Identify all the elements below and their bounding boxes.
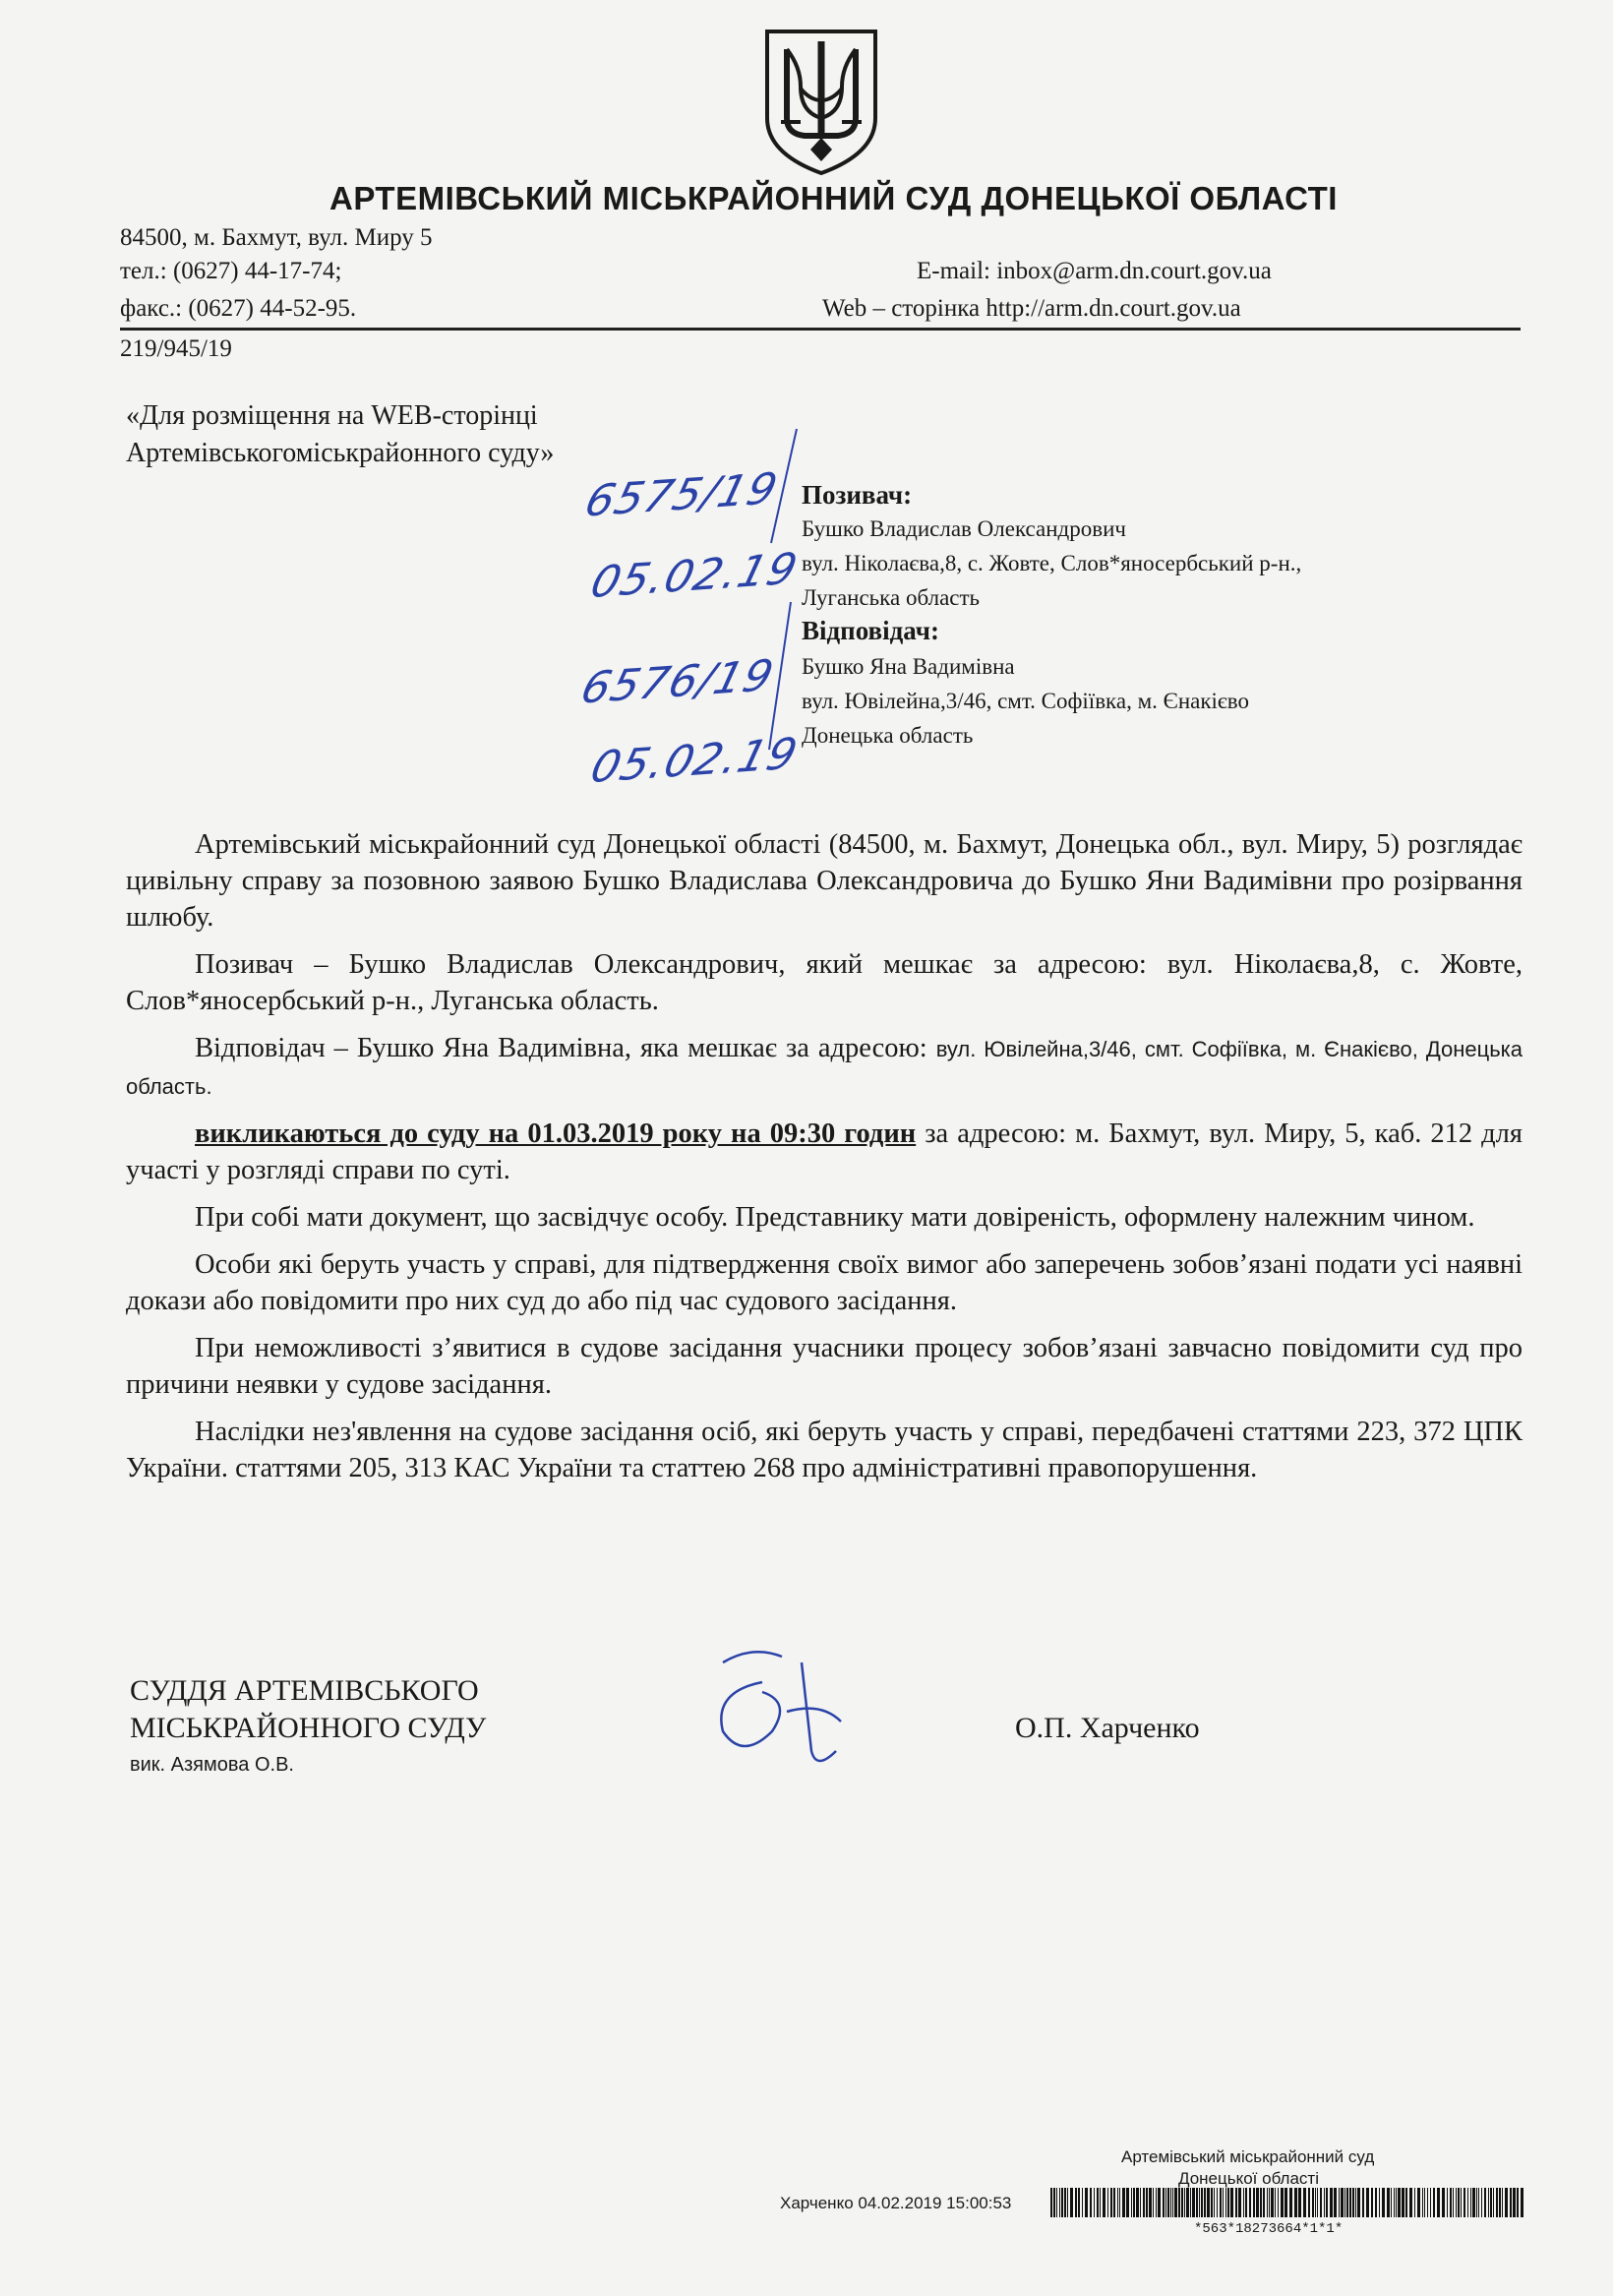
- notice-body: [126, 826, 1523, 1497]
- barcode-text: *563*18273664*1*1*: [1194, 2221, 1344, 2237]
- court-title: АРТЕМІВСЬКИЙ МІСЬКРАЙОННИЙ СУД ДОНЕЦЬКОЇ ОБЛАСТІ: [329, 180, 1338, 216]
- plaintiff-address-line2: Луганська область: [802, 585, 981, 610]
- handwritten-stroke-icon: [757, 425, 806, 759]
- stamp-court-line1: Артемівський міськрайонний суд: [1121, 2147, 1375, 2166]
- court-fax: факс.: (0627) 44-52-95.: [120, 295, 357, 322]
- court-address: 84500, м. Бахмут, вул. Миру 5: [120, 224, 433, 251]
- plaintiff-address-line1: вул. Ніколаєва,8, с. Жовте, Слов*яносербський р-н.,: [802, 551, 1302, 575]
- stamp-court-line2: Донецької області: [1178, 2169, 1319, 2188]
- paragraph-case-description: Артемівський міськрайонний суд Донецької області (84500, м. Бахмут, Донецька обл., вул. Миру, 5) розглядає цивільну справу за позовною заявою Бушко Владислава Олександровича до Бушко Яни Вадимівни про розірвання шлюбу.: [126, 829, 1523, 933]
- paragraph-defendant: [126, 1030, 1523, 1105]
- court-email: E-mail: inbox@arm.dn.court.gov.ua: [917, 258, 1272, 284]
- executor-name: вик. Азямова О.В.: [130, 1754, 294, 1776]
- header-divider: [120, 328, 1521, 331]
- handwritten-incoming-number-2: 6576/19: [575, 650, 780, 714]
- summons-location: за адресою: м. Бахмут, вул. Миру, 5, каб. 212 для участі у розгляді справи по суті.: [126, 1118, 1523, 1185]
- defendant-address: вул. Ювілейна,3/46, смт. Софіївка, м. Єнакієво, Донецька область.: [126, 1037, 1523, 1099]
- paragraph-consequences: Наслідки нез'явлення на судове засідання осіб, які беруть участь у справі, передбачені статтями 223, 372 ЦПК України. статтями 205, 313 КАС України та статтею 268 про адміністративні правопорушення.: [126, 1417, 1523, 1483]
- summons-date-time: викликаються до суду на 01.03.2019 року на 09:30 годин: [195, 1118, 917, 1149]
- paragraph-absence: При неможливості з’явитися в судове засідання учасники процесу зобов’язані завчасно повідомити суд про причини неявки у судове засідання.: [126, 1333, 1523, 1400]
- defendant-name: Бушко Яна Вадимівна: [802, 654, 1015, 679]
- placement-note-line2: Артемівськогоміськрайонного суду»: [126, 438, 555, 468]
- plaintiff-name: Бушко Владислав Олександрович: [802, 516, 1126, 541]
- placement-note-line1: «Для розміщення на WEB-сторінці: [126, 400, 538, 431]
- handwritten-date-2: 05.02.19: [585, 728, 804, 794]
- coat-of-arms-icon: [761, 28, 881, 177]
- paragraph-summons: [126, 1116, 1523, 1188]
- defendant-lead: Відповідач – Бушко Яна Вадимівна, яка мешкає за адресою:: [195, 1033, 927, 1063]
- judge-signature-icon: [693, 1643, 870, 1781]
- barcode-icon: [1050, 2188, 1526, 2217]
- handwritten-incoming-number-1: 6575/19: [579, 463, 784, 527]
- defendant-heading: Відповідач:: [802, 616, 939, 645]
- judge-title: [130, 1672, 486, 1747]
- defendant-address-line2: Донецька область: [802, 723, 974, 748]
- plaintiff-heading: Позивач:: [802, 480, 913, 510]
- judge-name: О.П. Харченко: [1015, 1712, 1200, 1744]
- court-website: Web – сторінка http://arm.dn.court.gov.ua: [822, 295, 1241, 322]
- court-phone: тел.: (0627) 44-17-74;: [120, 258, 342, 284]
- case-number: 219/945/19: [120, 335, 232, 362]
- judge-title-line1: СУДДЯ АРТЕМІВСЬКОГО: [130, 1674, 479, 1707]
- handwritten-date-1: 05.02.19: [585, 543, 804, 609]
- defendant-address-line1: вул. Ювілейна,3/46, смт. Софіївка, м. Єнакієво: [802, 689, 1249, 713]
- paragraph-documents: При собі мати документ, що засвідчує особу. Представнику мати довіреність, оформлену належним чином.: [195, 1202, 1475, 1233]
- paragraph-evidence: Особи які беруть участь у справі, для підтвердження своїх вимог або заперечень зобов’язані подати усі наявні докази або повідомити про них суд до або під час судового засідання.: [126, 1249, 1523, 1316]
- stamp-signed: Харченко 04.02.2019 15:00:53: [780, 2194, 1012, 2212]
- judge-title-line2: МІСЬКРАЙОННОГО СУДУ: [130, 1712, 487, 1744]
- paragraph-plaintiff: Позивач – Бушко Владислав Олександрович, який мешкає за адресою: вул. Ніколаєва,8, с. Жовте, Слов*яносербський р-н., Луганська область.: [126, 949, 1523, 1016]
